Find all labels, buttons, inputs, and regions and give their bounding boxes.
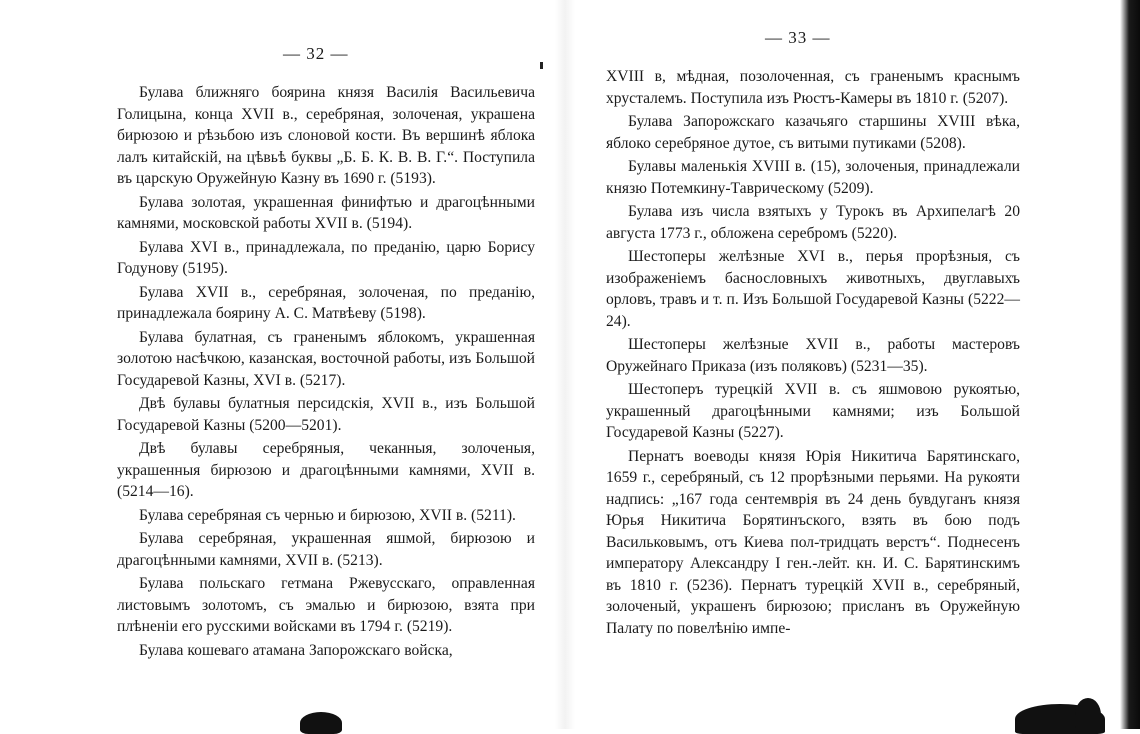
thumb-shadow	[300, 712, 342, 734]
paragraph: Булава изъ числа взятыхъ у Турокъ въ Архипелагѣ 20 августа 1773 г., обложена серебромъ (5220).	[606, 203, 1020, 242]
paragraph: Шестоперы желѣзные XVII в., работы мастеровъ Оружейнаго Приказа (изъ поляковъ) (5231—35).	[606, 336, 1020, 375]
ink-mark	[540, 62, 543, 69]
paragraph: Шестоперы желѣзные XVI в., перья прорѣзныя, съ изображеніемъ баснословныхъ животныхъ, двуглавыхъ орловъ, травъ и т. п. Изъ Большой Государевой Казны (5222—24).	[606, 248, 1020, 330]
paragraph: Булава польскаго гетмана Ржевусскаго, оправленная листовымъ золотомъ, съ эмалью и бирюзою, взята при плѣненіи его русскими войсками въ 1794 г. (5219).	[117, 575, 535, 635]
scan-edge-shadow	[1120, 0, 1140, 729]
paragraph: Шестоперъ турецкій XVII в. съ яшмовою рукоятью, украшенный драгоцѣнными камнями; изъ Большой Государевой Казны (5227).	[606, 381, 1020, 441]
paragraph: Булава золотая, украшенная финифтью и драгоцѣнными камнями, московской работы XVII в. (5194).	[117, 193, 535, 232]
paragraph: XVIII в, мѣдная, позолоченная, съ граненымъ краснымъ хрусталемъ. Поступила изъ Рюстъ-Камеры въ 1810 г. (5207).	[606, 68, 1020, 107]
paragraph: Булава ближняго боярина князя Василія Васильевича Голицына, конца XVII в., серебряная, золоченая, украшена бирюзою и рѣзьбою изъ слоновой кости. Въ вершинѣ яблока лалъ китайскій, на цѣвьѣ буквы „Б. Б. К. В. В. Г.“. Поступила въ царскую Оружейную Казну въ 1690 г. (5193).	[117, 84, 535, 187]
left-page-text	[117, 82, 535, 661]
right-page	[575, 0, 1055, 729]
left-page	[0, 0, 560, 729]
paragraph: Двѣ булавы серебряныя, чеканныя, золоченыя, украшенныя бирюзою и драгоцѣнными камнями, XVII в. (5214—16).	[117, 440, 535, 500]
paragraph: Булава серебряная, украшенная яшмой, бирюзою и драгоцѣнными камнями, XVII в. (5213).	[117, 530, 535, 569]
book-gutter	[555, 0, 575, 729]
paragraph: Булава Запорожскаго казачьяго старшины XVIII вѣка, яблоко серебряное дутое, съ витыми путиками (5208).	[606, 113, 1020, 152]
page-number-right: — 33 —	[765, 28, 831, 47]
right-page-text	[606, 66, 1020, 639]
paragraph: Двѣ булавы булатныя персидскія, XVII в., изъ Большой Государевой Казны (5200—5201).	[117, 395, 535, 434]
paragraph: Булава XVI в., принадлежала, по преданію, царю Борису Годунову (5195).	[117, 238, 535, 277]
paragraph: Булава кошеваго атамана Запорожскаго войска,	[139, 641, 453, 659]
thumb-shadow	[1075, 698, 1101, 732]
paragraph: Булава булатная, съ граненымъ яблокомъ, украшенная золотою насѣчкою, казанская, восточной работы, изъ Большой Государевой Казны, XVI в. (5217).	[117, 328, 535, 389]
paragraph: Булавы маленькія XVIII в. (15), золоченыя, принадлежали князю Потемкину-Таврическому (5209).	[606, 158, 1020, 197]
paragraph: Булава серебряная съ чернью и бирюзою, XVII в. (5211).	[139, 506, 516, 524]
paragraph: Пернатъ воеводы князя Юрія Никитича Барятинскаго, 1659 г., серебряный, съ 12 прорѣзными перьями. На рукояти надпись: „167 года сентемврія въ 24 день бувдуганъ князя Юрья Никитича Борятинъского, взять въ бою подъ Васильковымъ, отъ Киева пол-тридцать верстъ“. Поднесенъ императору Александру I ген.-лейт. кн. И. С. Барятинскимъ въ 1810 г. (5236). Пернатъ турецкій XVII в., серебряный, золоченый, украшенъ бирюзою; присланъ въ Оружейную Палату по повелѣнію импе-	[606, 447, 1020, 637]
page-number-left: — 32 —	[283, 44, 349, 63]
paragraph: Булава XVII в., серебряная, золоченая, по преданію, принадлежала боярину А. С. Матвѣеву (5198).	[117, 283, 535, 322]
